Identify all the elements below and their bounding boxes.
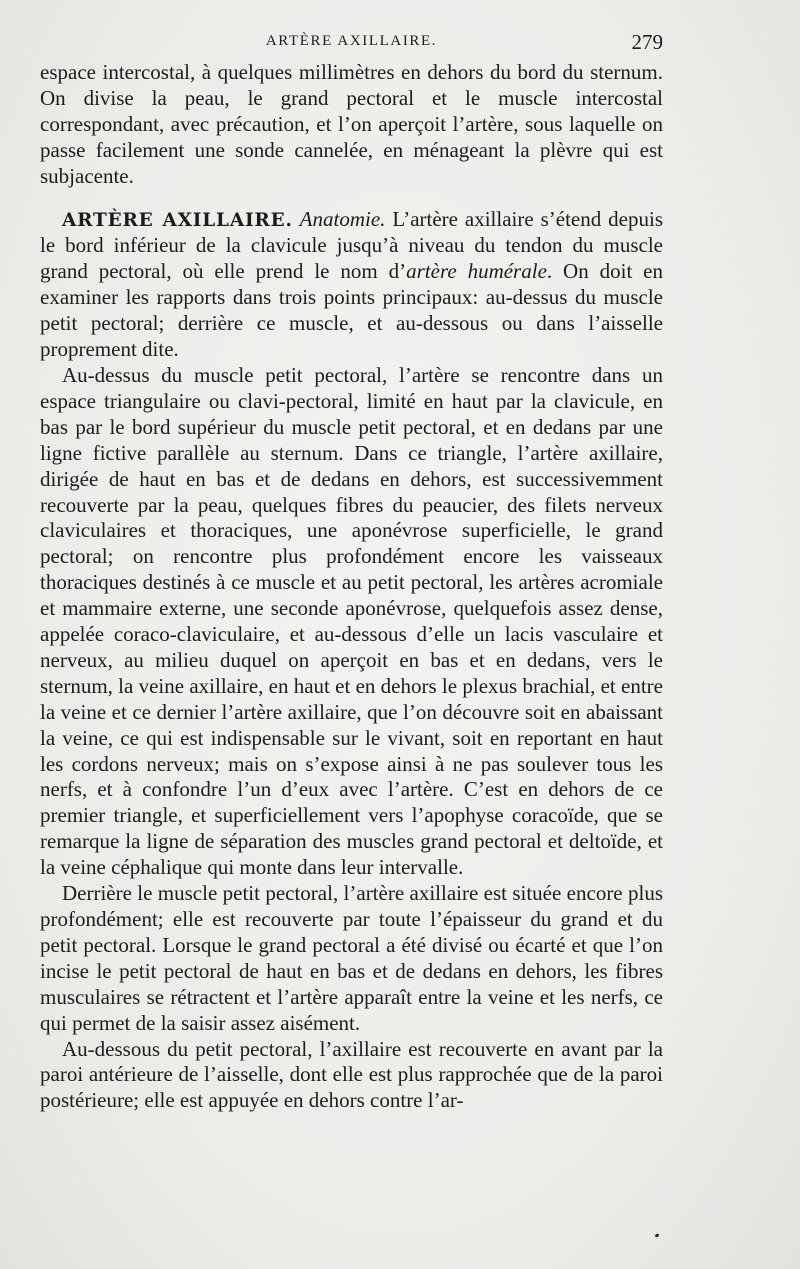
running-header: [40, 30, 663, 54]
ink-speck: [655, 1233, 660, 1238]
paragraph-text: L’artère axillaire s’étend depuis le bord inférieur de la clavicule jusqu’à niveau du tendon du muscle grand pectoral, où elle prend le nom d’: [40, 206, 663, 284]
page-number: 279: [631, 30, 663, 54]
body-text: [40, 60, 663, 1114]
italic-term: artère humérale: [406, 259, 547, 284]
paragraph-axillary-artery-anatomy: [40, 207, 663, 363]
paragraph-text: . On doit en examiner les rapports dans trois points principaux: au-dessus du muscle petit pectoral; derrière ce muscle, et au-dessous ou dans l’aisselle proprement dite.: [40, 259, 664, 362]
paragraph-below-pectoral: Au-dessous du petit pectoral, l’axillaire est recouverte en avant par la paroi antérieure de l’aisselle, dont elle est plus rapprochée que de la paroi postérieure; elle est appuyée en dehors contre l’ar-: [40, 1036, 663, 1113]
paragraph-above-pectoral: Au-dessus du muscle petit pectoral, l’artère se rencontre dans un espace triangulaire ou clavi-pectoral, limité en haut par la clavicule, en bas par le bord supérieur du muscle petit pectoral, et en dedans par une ligne fictive parallèle au sternum. Dans ce triangle, l’artère axillaire, dirigée de haut en bas et de dedans en dehors, est successivemment recouverte par la peau, quelques fibres du peaucier, des filets nerveux claviculaires et thoraciques, une aponévrose superficielle, le grand pectoral; on rencontre plus profondément encore les vaisseaux thoraciques destinés à ce muscle et au petit pectoral, les artères acromiale et mammaire externe, une seconde aponévrose, quelquefois assez dense, appelée coraco-claviculaire, et au-dessous d’elle un lacis vasculaire et nerveux, au milieu duquel on aperçoit en bas et en dedans, vers le sternum, la veine axillaire, en haut et en dehors le plexus brachial, et entre la veine et ce dernier l’artère axillaire, que l’on découvre soit en abaissant la veine, ce qui est indispensable sur le vivant, soit en reportant en haut les cordons nerveux; mais on s’expose ainsi à ne pas soulever tous les nerfs, et à confondre l’un d’eux avec l’artère. C’est en dehors de ce premier triangle, et superficiellement vers l’apophyse coracoïde, que se remarque la ligne de séparation des muscles grand pectoral et deltoïde, et la veine céphalique qui monte dans leur intervalle.: [40, 362, 663, 880]
paragraph-continuation: espace intercostal, à quelques millimètres en dehors du bord du sternum. On divise la peau, le grand pectoral et le muscle intercostal correspondant, avec précaution, et l’on aperçoit l’artère, sous laquelle on passe facilement une sonde cannelée, en ménageant la plèvre qui est subjacente.: [40, 60, 663, 188]
section-heading: ARTÈRE AXILLAIRE.: [62, 209, 293, 231]
paragraph-behind-pectoral: Derrière le muscle petit pectoral, l’artère axillaire est située encore plus profondément; elle est recouverte par toute l’épaisseur du grand et du petit pectoral. Lorsque le grand pectoral a été divisé ou écarté et que l’on incise le petit pectoral de haut en bas et de dedans en dehors, les fibres musculaires se rétractent et l’artère apparaît entre la veine et les nerfs, ce qui permet de la saisir assez aisément.: [40, 881, 663, 1035]
running-title: ARTÈRE AXILLAIRE.: [265, 33, 438, 49]
subsection-label: Anatomie.: [299, 206, 386, 231]
